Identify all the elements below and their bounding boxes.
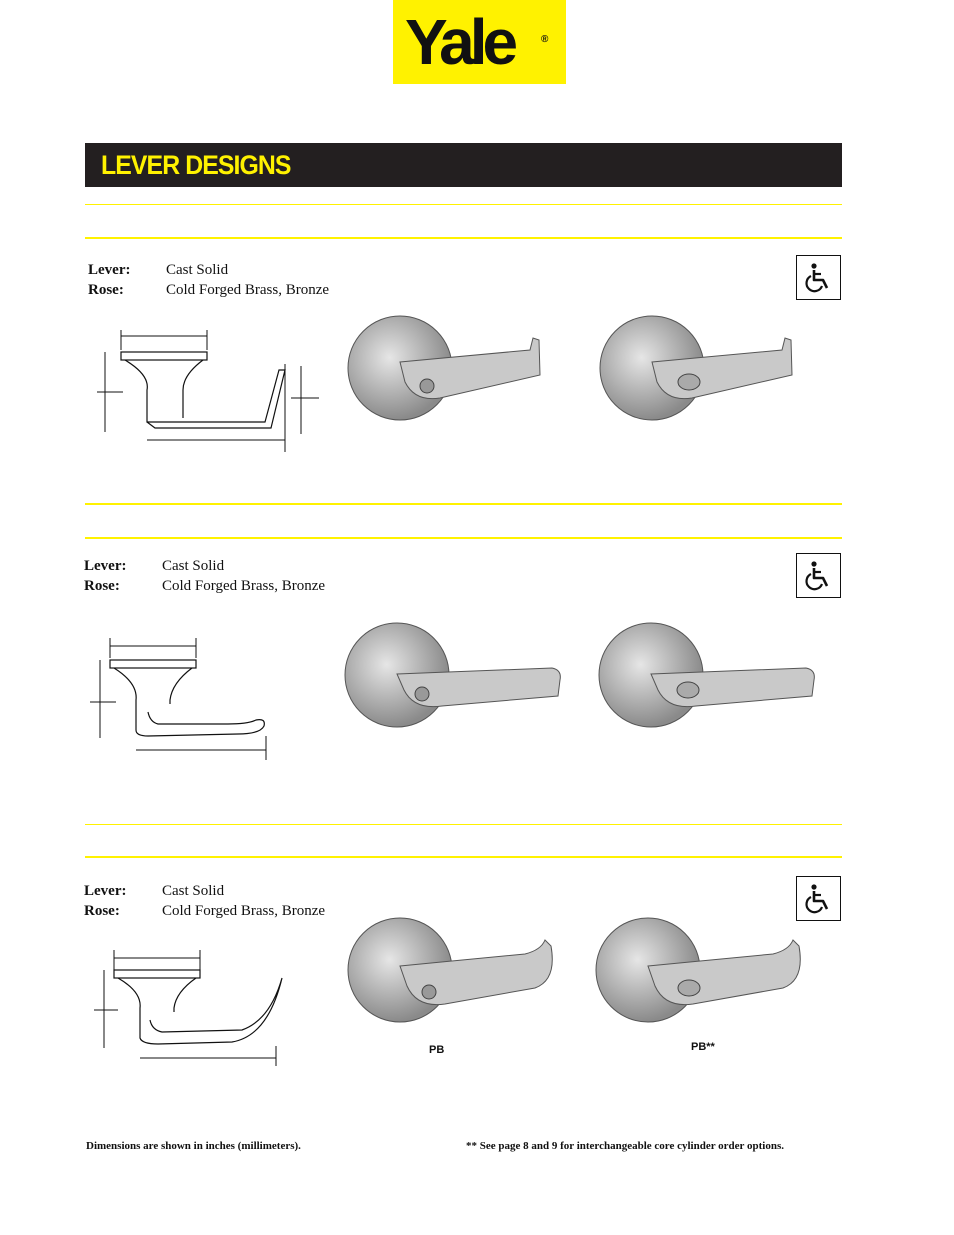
lever-photo-cylinder-1	[597, 310, 797, 425]
model-caption-passage: PB	[429, 1044, 445, 1056]
section-divider-top	[85, 503, 842, 505]
model-caption-cylinder: PB**	[691, 1041, 715, 1053]
lever-label: Lever:	[84, 558, 127, 574]
lever-photo-cylinder-3	[593, 910, 808, 1030]
section-divider-bottom	[85, 856, 842, 858]
lever-dimension-drawing-3	[92, 950, 287, 1070]
rose-value: Cold Forged Brass, Bronze	[162, 578, 326, 594]
lever-value: Cast Solid	[166, 262, 229, 278]
ada-badge	[796, 553, 841, 598]
registered-mark: ®	[541, 34, 549, 45]
section-divider-top	[85, 824, 842, 825]
lever-photo-passage-3	[345, 910, 560, 1030]
lever-photo-cylinder-2	[596, 620, 821, 730]
section-2-specs	[84, 556, 325, 596]
lever-value: Cast Solid	[162, 558, 225, 574]
lever-dimension-drawing-1	[95, 330, 325, 455]
logo-wordmark: Yale	[405, 6, 514, 78]
rose-value: Cold Forged Brass, Bronze	[166, 282, 330, 298]
rose-label: Rose:	[84, 903, 120, 919]
page-title-bar	[85, 143, 842, 187]
page-title: LEVER DESIGNS	[101, 150, 291, 180]
footnote-dimensions: Dimensions are shown in inches (millimeters).	[86, 1140, 301, 1152]
section-divider-bottom	[85, 537, 842, 539]
section-1-specs	[88, 260, 329, 300]
lever-label: Lever:	[88, 262, 131, 278]
section-3-specs	[84, 881, 325, 921]
wheelchair-accessible-icon	[803, 560, 835, 592]
section-divider-bottom	[85, 237, 842, 239]
lever-photo-passage-1	[345, 310, 545, 425]
lever-dimension-drawing-2	[88, 638, 278, 763]
rose-value: Cold Forged Brass, Bronze	[162, 903, 326, 919]
yale-logo	[393, 0, 566, 84]
wheelchair-accessible-icon	[803, 262, 835, 294]
lever-label: Lever:	[84, 883, 127, 899]
rose-label: Rose:	[88, 282, 124, 298]
rose-label: Rose:	[84, 578, 120, 594]
ada-badge	[796, 255, 841, 300]
section-divider-top	[85, 204, 842, 205]
lever-photo-passage-2	[342, 620, 567, 730]
lever-value: Cast Solid	[162, 883, 225, 899]
footnote-core-cylinder: ** See page 8 and 9 for interchangeable core cylinder order options.	[466, 1140, 784, 1152]
